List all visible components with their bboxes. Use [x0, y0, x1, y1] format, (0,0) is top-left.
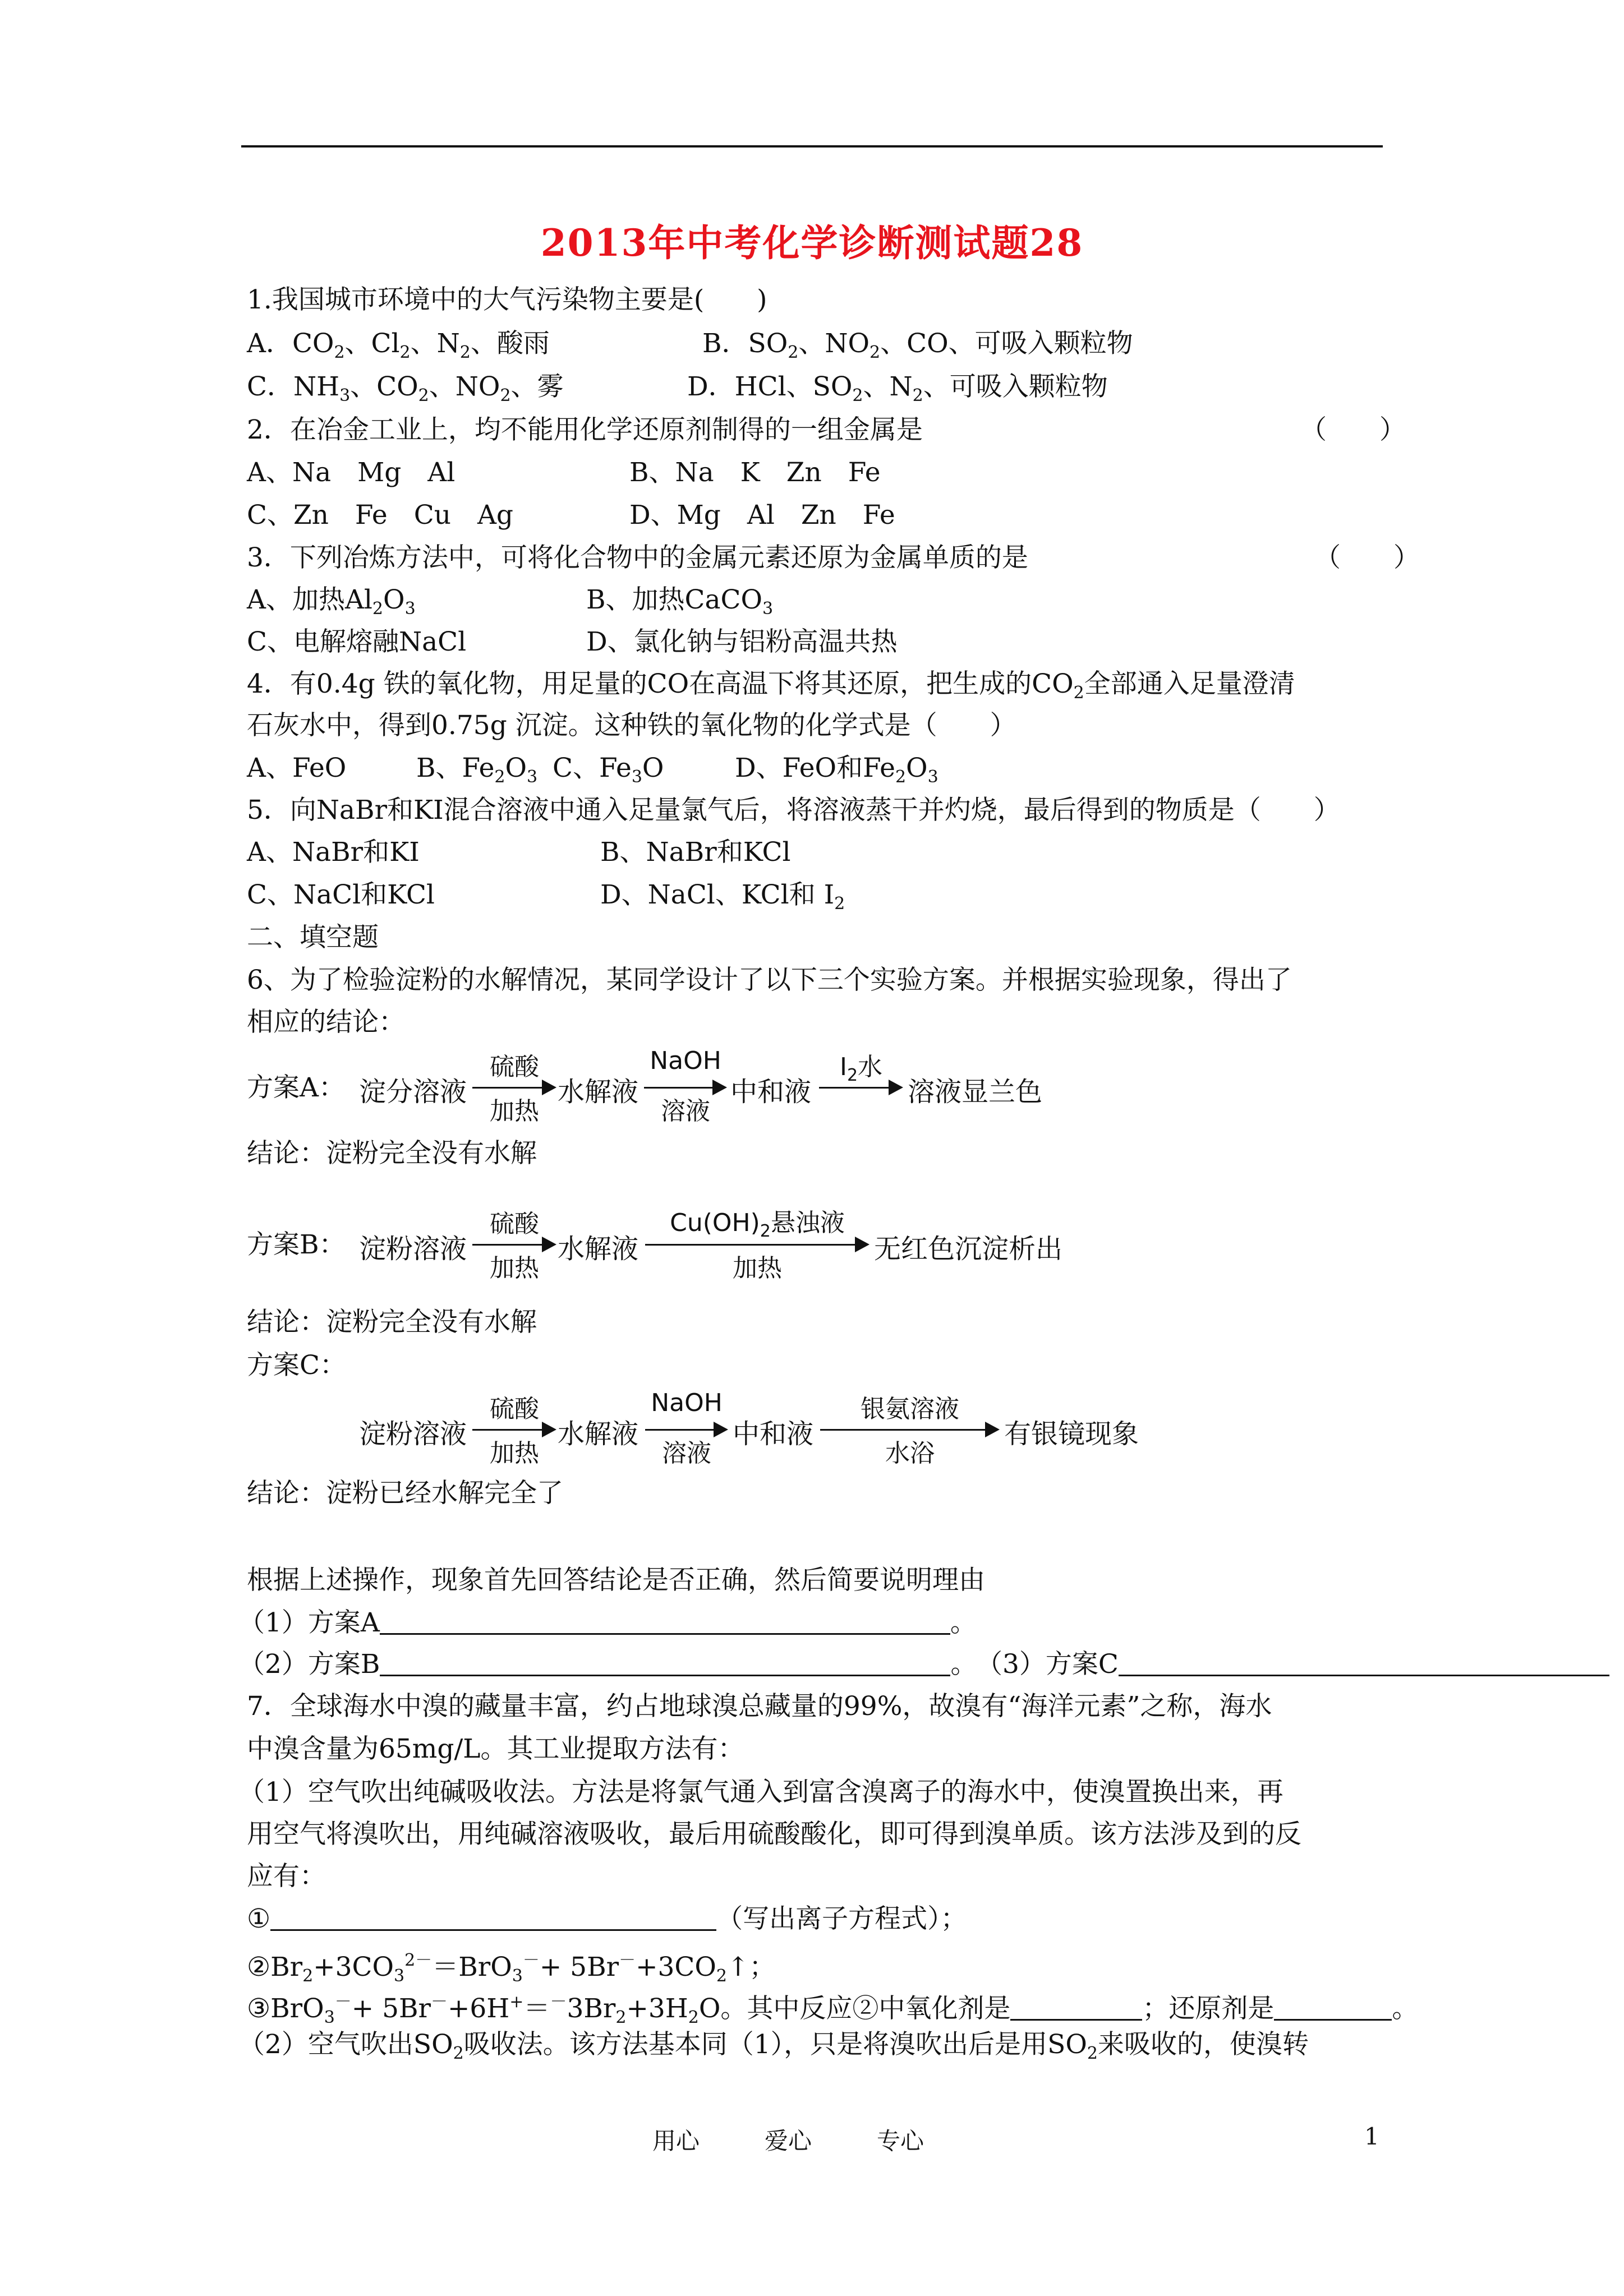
reaction-1-blank[interactable] [270, 1907, 716, 1931]
q5-option-c: C、NaCl和KCl [247, 879, 435, 910]
scheme-b-arrow1-bottom: 加热 [490, 1254, 539, 1283]
answer-1: （1）方案A 。 [238, 1607, 977, 1638]
q3-stem: 3．下列冶炼方法中，可将化合物中的金属元素还原为金属单质的是 [247, 542, 1028, 573]
answer-2: （2）方案B 。 [238, 1649, 977, 1680]
q7-reaction-2: $②Br_2+3CO_3^{2-}=BrO_3^-+$ $5Br^-+3CO_2↑$； [247, 1951, 776, 1986]
scheme-c-step3: 中和液 [733, 1418, 814, 1450]
q3-option-c: C、电解熔融NaCl [247, 626, 467, 657]
reductant-blank[interactable] [1274, 1997, 1392, 2021]
q7-part1-line1: （1）空气吹出纯碱吸收法。方法是将氯气通入到富含溴离子的海水中，使溴置换出来，再 [238, 1777, 1283, 1808]
page-number: 1 [1364, 2123, 1379, 2150]
q2-option-b: B、Na K Zn Fe [629, 457, 881, 488]
q2-stem: 2．在冶金工业上，均不能用化学还原剂制得的一组金属是 [247, 414, 923, 445]
footer-text-3: 专心 [877, 2127, 924, 2155]
scheme-a-step1: 淀分溶液 [359, 1076, 467, 1108]
q6-prompt: 根据上述操作，现象首先回答结论是否正确，然后简要说明理由 [247, 1565, 985, 1596]
scheme-a-arrow1-bottom: 加热 [490, 1097, 539, 1126]
scheme-b-conclusion: 结论：淀粉完全没有水解 [247, 1307, 537, 1338]
scheme-b-arrow2-bottom: 加热 [733, 1254, 782, 1283]
q5-stem: 5．向NaBr和KI混合溶液中通入足量氯气后，将溶液蒸干并灼烧，最后得到的物质是（ ） [247, 795, 1340, 826]
scheme-b-label: 方案B： [247, 1229, 346, 1260]
q4-line1: 4．有0.4g 铁的氧化物，用足量的CO在高温下将其还原，把生成的$CO_2$全部通入足量澄清 [247, 668, 1295, 703]
q1-option-b: B．$SO_2$、$NO_2$、CO、可吸入颗粒物 [702, 328, 1133, 362]
answer-3-blank[interactable] [1119, 1652, 1609, 1676]
scheme-a-arrow3-top: $I_2$水 [839, 1053, 883, 1085]
page-title: 2013年中考化学诊断测试题28 [540, 221, 1084, 265]
scheme-a-arrow2-top: NaOH [650, 1046, 721, 1075]
scheme-a-conclusion: 结论：淀粉完全没有水解 [247, 1138, 537, 1169]
scheme-b-result: 无红色沉淀析出 [874, 1233, 1063, 1265]
q7-line1: 7．全球海水中溴的藏量丰富，约占地球溴总藏量的99%，故溴有“海洋元素”之称，海水 [247, 1691, 1272, 1722]
q5-option-a: A、NaBr和KI [247, 837, 420, 868]
q2-option-d: D、Mg Al Zn Fe [629, 500, 895, 531]
scheme-c-arrow1-bottom: 加热 [490, 1439, 539, 1468]
scheme-a-step2: 水解液 [558, 1076, 639, 1108]
scheme-a-arrow2-bottom: 溶液 [661, 1097, 710, 1126]
q4-option-d: D、FeO和$Fe_2O_3$ [735, 753, 938, 787]
oxidant-blank[interactable] [1010, 1997, 1142, 2021]
q7-part1-line2: 用空气将溴吹出，用纯碱溶液吸收，最后用硫酸酸化，即可得到溴单质。该方法涉及到的反 [247, 1819, 1301, 1850]
section-heading: 二、填空题 [247, 922, 379, 953]
footer-text-1: 用心 [652, 2127, 700, 2155]
q1-option-c: C．$NH_3$、$CO_2$、$NO_2$、雾 [247, 371, 564, 405]
scheme-a-label: 方案A： [247, 1072, 345, 1103]
q3-option-d: D、氯化钠与铝粉高温共热 [586, 626, 898, 657]
scheme-a-arrow1-top: 硫酸 [490, 1053, 539, 1081]
q5-option-d: D、NaCl、KCl和 $I_2$ [600, 879, 845, 914]
header-rule [241, 145, 1383, 147]
q1-option-d: D．HCl、$SO_2$、$N_2$、可吸入颗粒物 [687, 371, 1108, 405]
q4-line2: 石灰水中，得到0.75g 沉淀。这种铁的氧化物的化学式是（ ） [247, 710, 1016, 741]
scheme-b-arrow2-top: $Cu(OH)_2$悬浊液 [670, 1209, 845, 1241]
scheme-b-arrow1-top: 硫酸 [490, 1210, 539, 1238]
q3-paren: （ ） [1314, 542, 1420, 573]
q4-option-c: C、$Fe_3O$ [553, 753, 664, 787]
answer-2-blank[interactable] [380, 1652, 950, 1676]
scheme-c-step1: 淀粉溶液 [359, 1418, 467, 1450]
q7-reaction-3: ③BrO$_3$－+ $5Br^-+6H^+=^-3Br_2+3H_2O$。其中反应②中氧化剂是 ；还原剂是 。 [247, 1992, 1419, 2027]
q7-part2: （2）空气吹出$SO_2$吸收法。该方法基本同（1），只是将溴吹出后是用$SO_2$来吸收的，使溴转 [238, 2029, 1309, 2063]
scheme-b-step1: 淀粉溶液 [359, 1233, 467, 1265]
footer-text-2: 爱心 [765, 2127, 812, 2155]
scheme-c-arrow2-top: NaOH [651, 1389, 723, 1417]
q5-option-b: B、NaBr和KCl [600, 837, 791, 868]
q2-paren: （ ） [1300, 414, 1406, 445]
q2-option-c: C、Zn Fe Cu Ag [247, 500, 514, 531]
q7-part1-line3: 应有： [247, 1861, 326, 1892]
q2-option-a: A、Na Mg Al [247, 457, 456, 488]
answer-3: （3）方案C [976, 1648, 1609, 1681]
scheme-c-arrow1-top: 硫酸 [490, 1395, 539, 1423]
q7-line2: 中溴含量为65mg/L。其工业提取方法有： [247, 1733, 744, 1764]
scheme-b-step2: 水解液 [558, 1233, 639, 1265]
scheme-c-conclusion: 结论：淀粉已经水解完全了 [247, 1478, 563, 1509]
q7-reaction-1: ① （写出离子方程式）； [247, 1903, 967, 1934]
scheme-c-step2: 水解液 [558, 1418, 639, 1450]
q6-line2: 相应的结论： [247, 1007, 405, 1038]
answer-1-blank[interactable] [380, 1611, 950, 1635]
q6-line1: 6、为了检验淀粉的水解情况，某同学设计了以下三个实验方案。并根据实验现象，得出了 [247, 965, 1292, 995]
q3-option-b: B、加热CaCO$_3$ [586, 584, 774, 619]
scheme-c-label: 方案C： [247, 1350, 346, 1381]
scheme-c-arrow3-bottom: 水浴 [885, 1439, 935, 1468]
q1-stem: 1.我国城市环境中的大气污染物主要是( ) [247, 284, 767, 315]
scheme-c-result: 有银镜现象 [1004, 1418, 1139, 1450]
q4-option-b: B、$Fe_2O_3$ [416, 753, 538, 787]
q1-option-a: A．$CO_2$、$Cl_2$、$N_2$、酸雨 [247, 328, 550, 362]
scheme-a-step3: 中和液 [730, 1076, 812, 1108]
scheme-a-result: 溶液显兰色 [908, 1076, 1043, 1108]
q4-option-a: A、FeO [247, 753, 347, 783]
scheme-c-arrow2-bottom: 溶液 [662, 1439, 711, 1468]
scheme-c-arrow3-top: 银氨溶液 [861, 1395, 959, 1423]
q3-option-a: A、加热$Al_2O_3$ [247, 584, 416, 619]
